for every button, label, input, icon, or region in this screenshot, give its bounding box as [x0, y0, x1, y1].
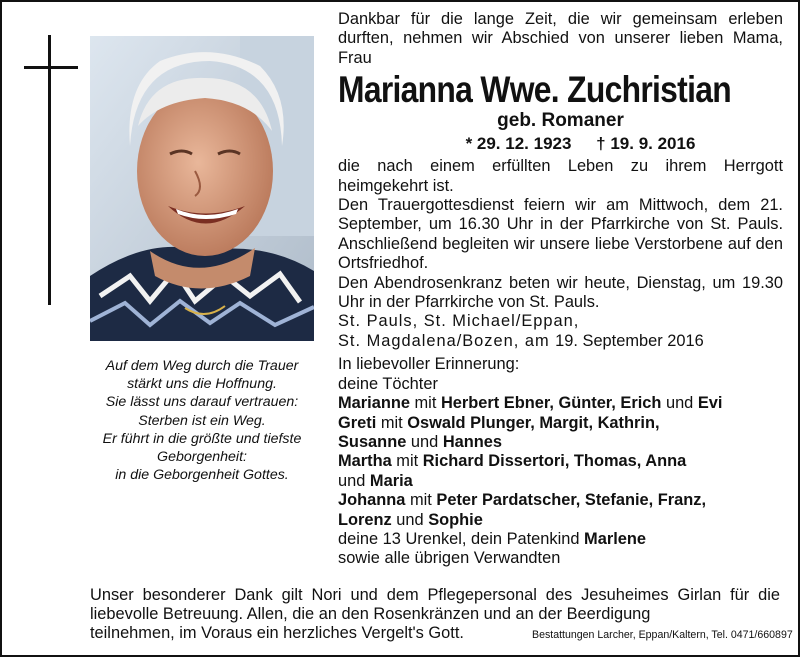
family-list [338, 355, 783, 568]
poem-line: stärkt uns die Hoffnung. [127, 376, 277, 393]
grandchildren-text: deine 13 Urenkel, dein Patenkind [338, 529, 580, 548]
poem-line: Sterben ist ein Weg. [138, 412, 266, 429]
birth-name: geb. Romaner [497, 110, 624, 132]
relative-name: Maria [369, 471, 413, 490]
daughter-name: Greti [338, 413, 377, 432]
intro-text: Dankbar für die lange Zeit, die wir gemeinsam erleben durften, nehmen wir Abschied von unserer lieben Mama, Frau [338, 10, 783, 67]
notice-date: 19. September 2016 [555, 331, 704, 350]
daughter-name: Martha [338, 452, 392, 471]
family-row [338, 433, 783, 452]
family-row [338, 414, 783, 433]
family-row [338, 452, 783, 471]
poem-line: Er führt in die größte und tiefste [102, 430, 302, 447]
place-line: St. Pauls, St. Michael/Eppan, [338, 312, 580, 331]
connector: mit [414, 394, 437, 413]
thanks-last-line: teilnehmen, im Voraus ein herzliches Vergelt's Gott. [90, 624, 464, 643]
poem-line: Geborgenheit: [157, 449, 247, 466]
relative-name: Hannes [442, 432, 503, 451]
relative-name: Evi [697, 394, 723, 413]
place-date-line [338, 332, 783, 351]
connector: mit [396, 452, 419, 471]
relatives-names: Herbert Ebner, Günter, Erich [440, 394, 662, 413]
family-row [338, 394, 783, 413]
connector: mit [409, 491, 432, 510]
connector: und [410, 432, 439, 451]
family-row: sowie alle übrigen Verwandten [338, 549, 561, 568]
relatives-names: Oswald Plunger, Margit, Kathrin, [407, 413, 660, 432]
funeral-service-paragraph: Den Trauergottesdienst feiern wir am Mittwoch, dem 21. September, um 16.30 Uhr in der Pfarrkirche von St. Pauls. Anschließend begleiten wir unsere liebe Verstorbene auf den Ortsfriedhof. [338, 196, 783, 273]
family-heading: In liebevoller Erinnerung: [338, 355, 520, 374]
relatives-names: Richard Dissertori, Thomas, Anna [422, 452, 687, 471]
death-date: † 19. 9. 2016 [596, 134, 696, 154]
life-dates [338, 133, 783, 155]
funeral-home-credit: Bestattungen Larcher, Eppan/Kaltern, Tel. 0471/660897 [532, 629, 793, 641]
connector: und [338, 471, 366, 490]
family-row [338, 511, 783, 530]
connector: und [396, 510, 424, 529]
relative-name: Lorenz [338, 510, 392, 529]
godchild-name: Marlene [584, 529, 646, 548]
family-row [338, 491, 783, 510]
family-row [338, 472, 783, 491]
birth-date: * 29. 12. 1923 [465, 134, 572, 154]
portrait-photo [90, 36, 314, 341]
body-paragraph: die nach einem erfüllten Leben zu ihrem Herrgott heimgekehrt ist. [338, 157, 783, 195]
rosary-paragraph: Den Abendrosenkranz beten wir heute, Dienstag, um 19.30 Uhr in der Pfarrkirche von St. Pauls. [338, 273, 783, 312]
relative-name: Sophie [428, 510, 483, 529]
family-row [338, 530, 783, 549]
daughters-label: deine Töchter [338, 374, 438, 393]
thanks-paragraph: Unser besonderer Dank gilt Nori und dem Pflegepersonal des Jesuheimes Girlan für die liebevolle Betreuung. Allen, die an den Rosenkränzen und an der Beerdigung [90, 586, 780, 624]
obituary-text [338, 10, 783, 569]
connector: und [665, 394, 694, 413]
relative-name: Susanne [338, 432, 407, 451]
poem-line: Sie lässt uns darauf vertrauen: [105, 394, 299, 411]
place-line-2: St. Magdalena/Bozen, am [338, 331, 550, 350]
poem-line: Auf dem Weg durch die Trauer [105, 358, 299, 374]
deceased-name: Marianna Wwe. Zuchristian [338, 69, 732, 111]
daughter-name: Johanna [338, 491, 406, 510]
connector: mit [380, 413, 403, 432]
daughter-name: Marianne [338, 394, 410, 413]
relatives-names: Peter Pardatscher, Stefanie, Franz, [436, 491, 707, 510]
poem-line: in die Geborgenheit Gottes. [115, 467, 289, 484]
poem [86, 357, 318, 484]
